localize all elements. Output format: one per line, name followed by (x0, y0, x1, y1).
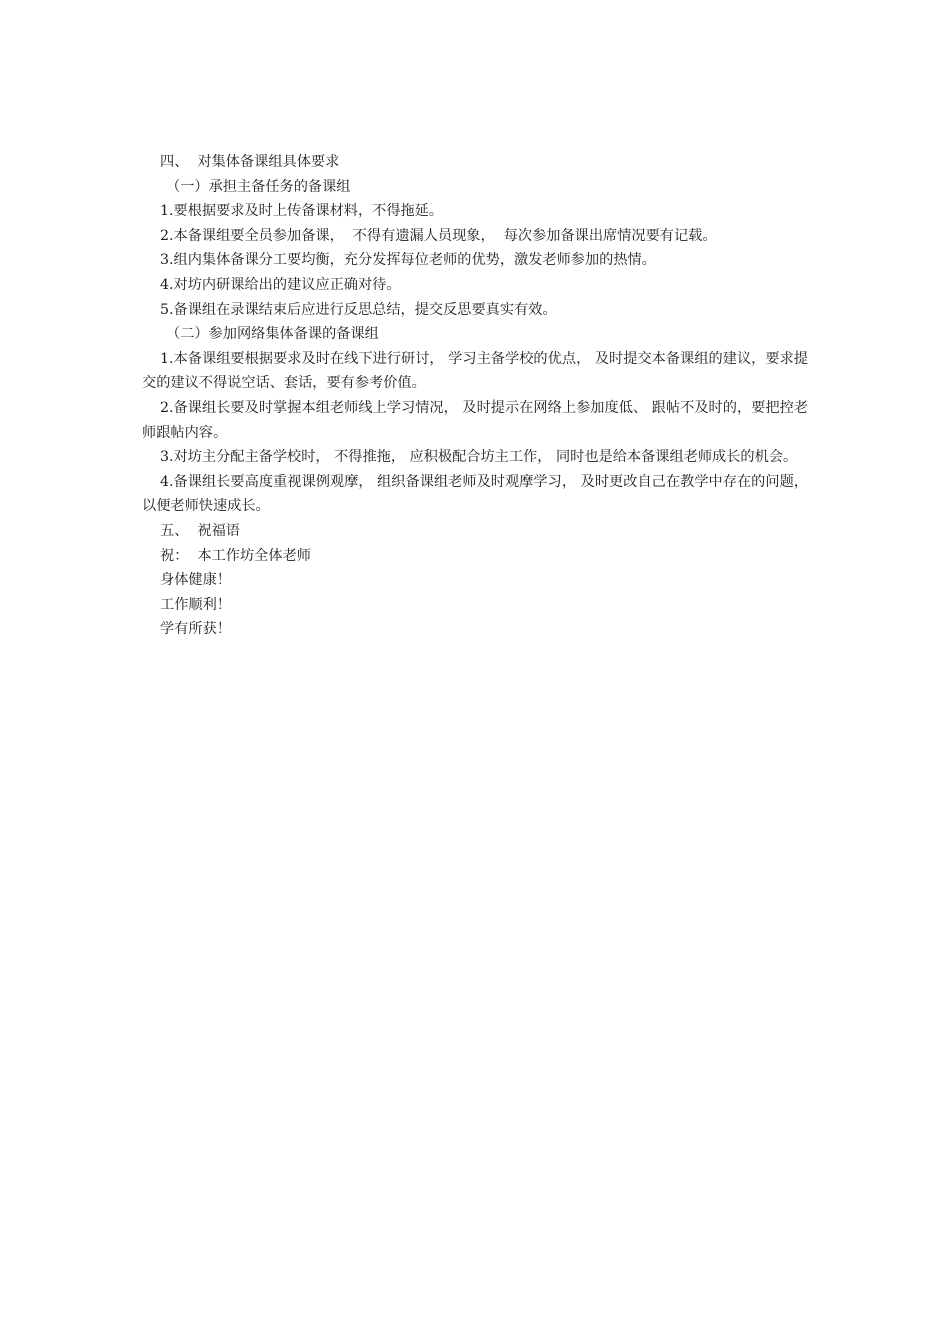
part-2-item-4: 4.备课组长要高度重视课例观摩， 组织备课组老师及时观摩学习， 及时更改自己在教学中存在的问题，以便老师快速成长。 (142, 473, 808, 515)
section-4-heading: 四、 对集体备课组具体要求 (160, 154, 340, 170)
wish-1: 身体健康！ (160, 572, 231, 589)
part-2-heading: （二）参加网络集体备课的备课组 (166, 326, 379, 343)
part-1-item-5: 5.备课组在录课结束后应进行反思总结，提交反思要真实有效。 (160, 301, 557, 318)
part-2-item-2: 2.备课组长要及时掌握本组老师线上学习情况， 及时提示在网络上参加度低、 跟帖不及时的，要把控老师跟帖内容。 (142, 399, 808, 441)
part-1-item-1: 1.要根据要求及时上传备课材料，不得拖延。 (160, 203, 444, 220)
part-1-item-3: 3.组内集体备课分工要均衡，充分发挥每位老师的优势，激发老师参加的热情。 (160, 252, 656, 269)
part-1-item-2: 2.本备课组要全员参加备课， 不得有遗漏人员现象， 每次参加备课出席情况要有记载。 (160, 227, 717, 244)
wish-3: 学有所获！ (160, 621, 231, 638)
part-1-heading: （一）承担主备任务的备课组 (166, 178, 351, 195)
part-2-item-3: 3.对坊主分配主备学校时， 不得推拖， 应积极配合坊主工作， 同时也是给本备课组老师成长的机会。 (160, 449, 798, 466)
part-2-item-1: 1.本备课组要根据要求及时在线下进行研讨， 学习主备学校的优点， 及时提交本备课组的建议，要求提交的建议不得说空话、套话，要有参考价值。 (142, 350, 808, 392)
section-5-heading: 五、 祝福语 (160, 522, 240, 539)
wish-2: 工作顺利！ (160, 596, 231, 613)
greeting-line: 祝： 本工作坊全体老师 (160, 547, 311, 564)
part-1-item-4: 4.对坊内研课给出的建议应正确对待。 (160, 276, 401, 293)
document-page (142, 150, 808, 642)
